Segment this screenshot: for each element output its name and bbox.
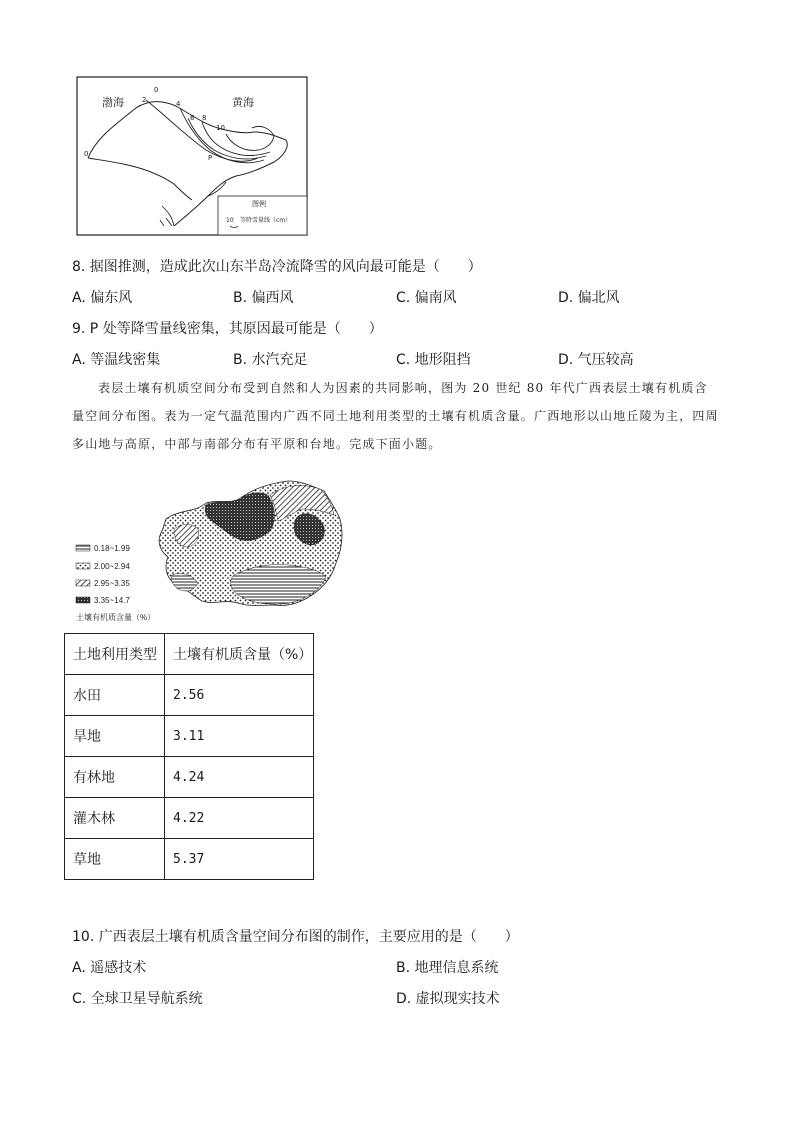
isoline-label-10: 10 [216,124,225,132]
land-use-table [64,633,314,880]
question-8-option-d[interactable]: D. 偏北风 [558,290,620,306]
table-header-cell: 土壤有机质含量（%） [165,634,314,675]
legend-title-soil: 土壤有机质含量（%） [76,613,156,622]
question-8-stem: 8. 据图推测，造成此次山东半岛冷流降雪的风向最可能是（ ） [72,259,482,275]
table-header-row [65,634,314,675]
legend-desc: 等降雪量线（cm） [240,217,292,224]
question-8-option-b[interactable]: B. 偏西风 [233,290,294,306]
question-10-stem: 10. 广西表层土壤有机质含量空间分布图的制作，主要应用的是（ ） [72,929,519,945]
question-9-option-b[interactable]: B. 水汽充足 [233,352,308,368]
label-huanghai: 黄海 [232,96,254,109]
table-row [65,716,314,757]
snowfall-isoline-map [76,76,308,236]
table-row [65,757,314,798]
isoline-label-2: 2 [142,96,147,104]
legend-swatch-hatch [76,580,90,586]
table-cell-type: 有林地 [65,757,165,798]
region-lines-south [231,564,326,604]
table-cell-type: 旱地 [65,716,165,757]
table-cell-value: 4.24 [165,757,314,798]
question-9-stem: 9. P 处等降雪量线密集，其原因最可能是（ ） [72,321,383,337]
legend-title: 图例 [252,200,266,208]
legend-label-4: 3.35~14.7 [94,596,130,605]
legend-label-2: 2.00~2.94 [94,562,130,571]
isoline-label-6: 6 [190,114,195,122]
table-cell-type: 草地 [65,839,165,880]
table-cell-type: 水田 [65,675,165,716]
question-9-option-a[interactable]: A. 等温线密集 [72,352,161,368]
question-9-option-d[interactable]: D. 气压较高 [558,352,634,368]
isoline-label-4: 4 [176,100,181,108]
legend-swatch-lines [76,545,90,551]
legend-sample-value: 10 [226,217,234,224]
question-10-option-c[interactable]: C. 全球卫星导航系统 [72,991,203,1007]
question-10-option-b[interactable]: B. 地理信息系统 [396,960,499,976]
table-cell-value: 3.11 [165,716,314,757]
label-bohai: 渤海 [102,96,124,109]
point-p-label: P [208,154,213,162]
table-cell-value: 4.22 [165,798,314,839]
question-10-option-a[interactable]: A. 遥感技术 [72,960,147,976]
table-cell-type: 灌木林 [65,798,165,839]
legend-label-1: 0.18~1.99 [94,544,130,553]
isoline-label-0-left: 0 [84,150,89,158]
table-row [65,839,314,880]
reading-passage: 表层土壤有机质空间分布受到自然和人为因素的共同影响，图为 20 世纪 80 年代广西表层土壤有机质含量空间分布图。表为一定气温范围内广西不同土地利用类型的土壤有机质含量。广西地形以山地丘陵为主，四周多山地与高原，中部与南部分布有平原和台地。完成下面小题。 [72,381,719,451]
legend-label-3: 2.95~3.35 [94,579,130,588]
soil-organic-matter-map [74,479,356,629]
table-header-cell: 土地利用类型 [65,634,165,675]
table-cell-value: 2.56 [165,675,314,716]
table-cell-value: 5.37 [165,839,314,880]
question-9-option-c[interactable]: C. 地形阻挡 [396,352,471,368]
legend-swatch-dense [76,597,90,603]
table-row [65,798,314,839]
question-8-option-a[interactable]: A. 偏东风 [72,290,133,306]
isoline-label-0-top: 0 [154,86,159,94]
table-row [65,675,314,716]
isoline-label-8: 8 [202,114,207,122]
legend-swatch-dots [76,563,90,569]
question-8-option-c[interactable]: C. 偏南风 [396,290,457,306]
question-10-option-d[interactable]: D. 虚拟现实技术 [396,991,500,1007]
